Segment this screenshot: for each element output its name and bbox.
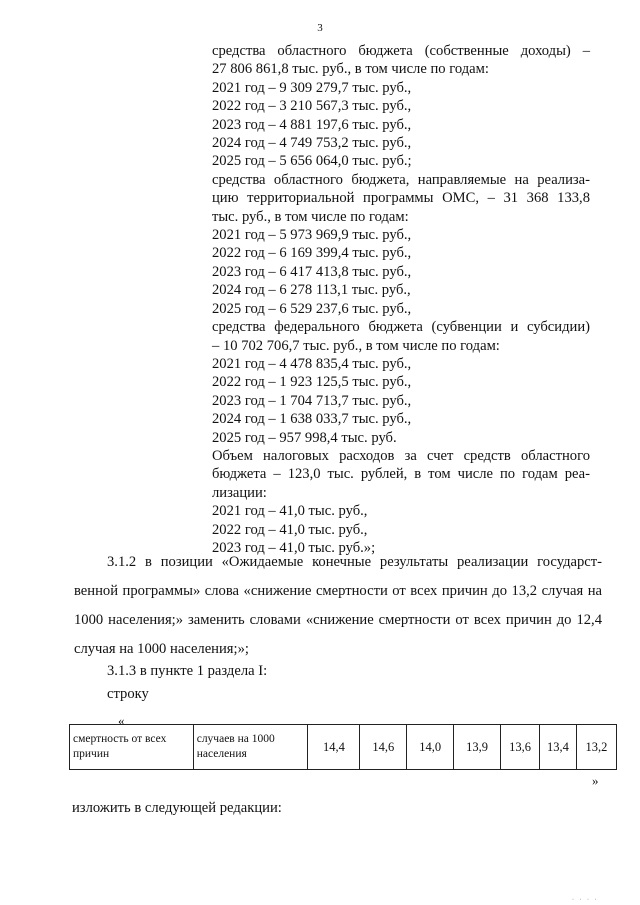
funding-line: 2023 год – 4 881 197,6 тыс. руб., bbox=[212, 116, 412, 133]
opening-quote: « bbox=[118, 713, 125, 728]
closing-quote: » bbox=[592, 773, 599, 788]
value-cell: 13,4 bbox=[540, 725, 577, 770]
funding-line: 2024 год – 4 749 753,2 тыс. руб., bbox=[212, 135, 412, 152]
funding-line: лизации: bbox=[212, 484, 267, 501]
value-cell: 14,6 bbox=[360, 725, 407, 770]
value-cell: 13,9 bbox=[454, 725, 501, 770]
funding-line: 2021 год – 9 309 279,7 тыс. руб., bbox=[212, 79, 412, 96]
funding-line: средства областного бюджета, направляемые на реализа- bbox=[212, 171, 590, 188]
value-cell: 14,4 bbox=[308, 725, 360, 770]
page-number: 3 bbox=[317, 22, 323, 34]
indicator-unit-cell: случаев на 1000 населения bbox=[193, 725, 308, 770]
funding-line: тыс. руб., в том числе по годам: bbox=[212, 208, 409, 225]
closing-phrase: изложить в следующей редакции: bbox=[72, 800, 282, 816]
funding-line: – 10 702 706,7 тыс. руб., в том числе по годам: bbox=[212, 337, 500, 354]
funding-line: 2023 год – 1 704 713,7 тыс. руб., bbox=[212, 392, 412, 409]
value-cell: 13,6 bbox=[501, 725, 540, 770]
funding-line: 2021 год – 4 478 835,4 тыс. руб., bbox=[212, 355, 412, 372]
funding-line: 2023 год – 6 417 413,8 тыс. руб., bbox=[212, 263, 412, 280]
funding-line: 2022 год – 6 169 399,4 тыс. руб., bbox=[212, 245, 412, 262]
paragraph-3-1-3: 3.1.3 в пункте 1 раздела I: bbox=[107, 663, 268, 679]
table-row bbox=[70, 725, 617, 770]
indicator-name-cell: смертность от всех причин bbox=[70, 725, 194, 770]
funding-line: 2022 год – 3 210 567,3 тыс. руб., bbox=[212, 98, 412, 115]
funding-line: бюджета – 123,0 тыс. рублей, в том числе по годам реа- bbox=[212, 466, 590, 483]
funding-line: цию территориальной программы ОМС, – 31 368 133,8 bbox=[212, 190, 590, 207]
funding-line: 2025 год – 5 656 064,0 тыс. руб.; bbox=[212, 153, 412, 170]
funding-line: 2024 год – 6 278 113,1 тыс. руб., bbox=[212, 282, 411, 299]
funding-line: 2022 год – 1 923 125,5 тыс. руб., bbox=[212, 374, 412, 391]
funding-line: 2021 год – 41,0 тыс. руб., bbox=[212, 503, 368, 520]
footer-marks: · · · · bbox=[572, 897, 599, 903]
funding-line: средства федерального бюджета (субвенции и субсидии) bbox=[212, 319, 590, 336]
word-stroku: строку bbox=[107, 686, 149, 702]
value-cell: 13,2 bbox=[576, 725, 616, 770]
funding-line: Объем налоговых расходов за счет средств областного bbox=[212, 447, 590, 464]
value-cell: 14,0 bbox=[407, 725, 454, 770]
funding-line: 2023 год – 41,0 тыс. руб.»; bbox=[212, 539, 376, 556]
funding-line: 27 806 861,8 тыс. руб., в том числе по годам: bbox=[212, 61, 489, 78]
indicator-table bbox=[69, 724, 617, 770]
funding-line: 2025 год – 6 529 237,6 тыс. руб., bbox=[212, 300, 412, 317]
funding-line: 2025 год – 957 998,4 тыс. руб. bbox=[212, 429, 397, 446]
funding-line: 2021 год – 5 973 969,9 тыс. руб., bbox=[212, 227, 412, 244]
funding-line: 2022 год – 41,0 тыс. руб., bbox=[212, 521, 368, 538]
funding-line: средства областного бюджета (собственные доходы) – bbox=[212, 43, 590, 59]
funding-block bbox=[212, 42, 590, 557]
paragraph-3-1-2: 3.1.2 в позиции «Ожидаемые конечные результаты реализации государст-венной программы» слова «снижение смертности от всех причин до 13,2 случая на 1000 населения;» заменить словами «снижение смертности от всех причин до 12,4 случая на 1000 населения;»; bbox=[74, 554, 602, 657]
funding-line: 2024 год – 1 638 033,7 тыс. руб., bbox=[212, 411, 412, 428]
